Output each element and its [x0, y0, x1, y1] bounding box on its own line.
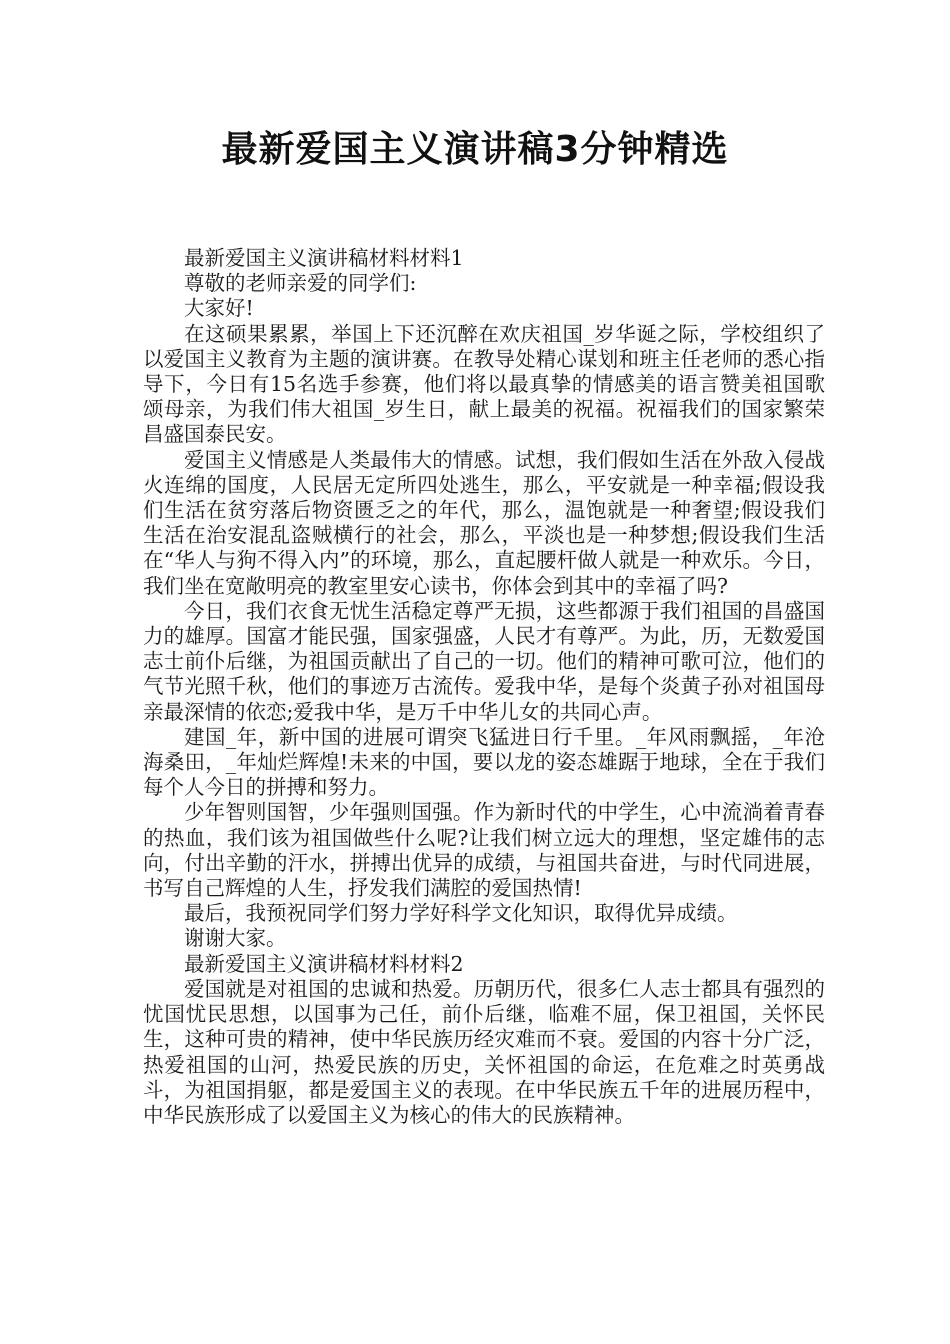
paragraph: 谢谢大家。	[184, 926, 287, 951]
document-title: 最新爱国主义演讲稿3分钟精选	[221, 129, 729, 170]
paragraph: 最新爱国主义演讲稿材料材料2	[184, 951, 464, 976]
paragraph: 建国_年，新中国的进展可谓突飞猛进日行千里。_年风雨飘摇，_年沧海桑田，_年灿烂辉煌!未来的中国，要以龙的姿态雄踞于地球，全在于我们每个人今日的拼搏和努力。	[143, 724, 825, 800]
paragraph: 爱国就是对祖国的忠诚和热爱。历朝历代，很多仁人志士都具有强烈的忧国忧民思想，以国事为己任，前仆后继，临难不屈，保卫祖国，关怀民生，这种可贵的精神，使中华民族历经灾难而不衰。爱国的内容十分广泛，热爱祖国的山河，热爱民族的历史，关怀祖国的命运，在危难之时英勇战斗，为祖国捐躯，都是爱国主义的表现。在中华民族五千年的进展历程中，中华民族形成了以爱国主义为核心的伟大的民族精神。	[143, 976, 825, 1127]
paragraph: 少年智则国智，少年强则国强。作为新时代的中学生，心中流淌着青春的热血，我们该为祖国做些什么呢?让我们树立远大的理想，坚定雄伟的志向，付出辛勤的汗水，拼搏出优异的成绩，与祖国共奋进，与时代同进展，书写自己辉煌的人生，抒发我们满腔的爱国热情!	[143, 800, 825, 901]
paragraph: 尊敬的老师亲爱的同学们:	[184, 271, 417, 296]
paragraph: 大家好!	[184, 296, 254, 321]
paragraph: 最新爱国主义演讲稿材料材料1	[184, 246, 464, 270]
document-body	[143, 246, 825, 1128]
paragraph: 爱国主义情感是人类最伟大的情感。试想，我们假如生活在外敌入侵战火连绵的国度，人民居无定所四处逃生，那么，平安就是一种幸福;假设我们生活在贫穷落后物资匮乏之的年代，那么，温饱就是一种奢望;假设我们生活在治安混乱盗贼横行的社会，那么，平淡也是一种梦想;假设我们生活在“华人与狗不得入内”的环境，那么，直起腰杆做人就是一种欢乐。今日，我们坐在宽敞明亮的教室里安心读书，你体会到其中的幸福了吗?	[143, 447, 825, 598]
paragraph: 最后，我预祝同学们努力学好科学文化知识，取得优异成绩。	[184, 901, 738, 926]
paragraph: 在这硕果累累，举国上下还沉醉在欢庆祖国_岁华诞之际，学校组织了以爱国主义教育为主题的演讲赛。在教导处精心谋划和班主任老师的悉心指导下，今日有15名选手参赛，他们将以最真挚的情感美的语言赞美祖国歌颂母亲，为我们伟大祖国_岁生日，献上最美的祝福。祝福我们的国家繁荣昌盛国泰民安。	[143, 321, 825, 447]
paragraph: 今日，我们衣食无忧生活稳定尊严无损，这些都源于我们祖国的昌盛国力的雄厚。国富才能民强，国家强盛，人民才有尊严。为此，历，无数爱国志士前仆后继，为祖国贡献出了自己的一切。他们的精神可歌可泣，他们的气节光照千秋，他们的事迹万古流传。爱我中华，是每个炎黄子孙对祖国母亲最深情的依恋;爱我中华，是万千中华儿女的共同心声。	[143, 598, 825, 724]
